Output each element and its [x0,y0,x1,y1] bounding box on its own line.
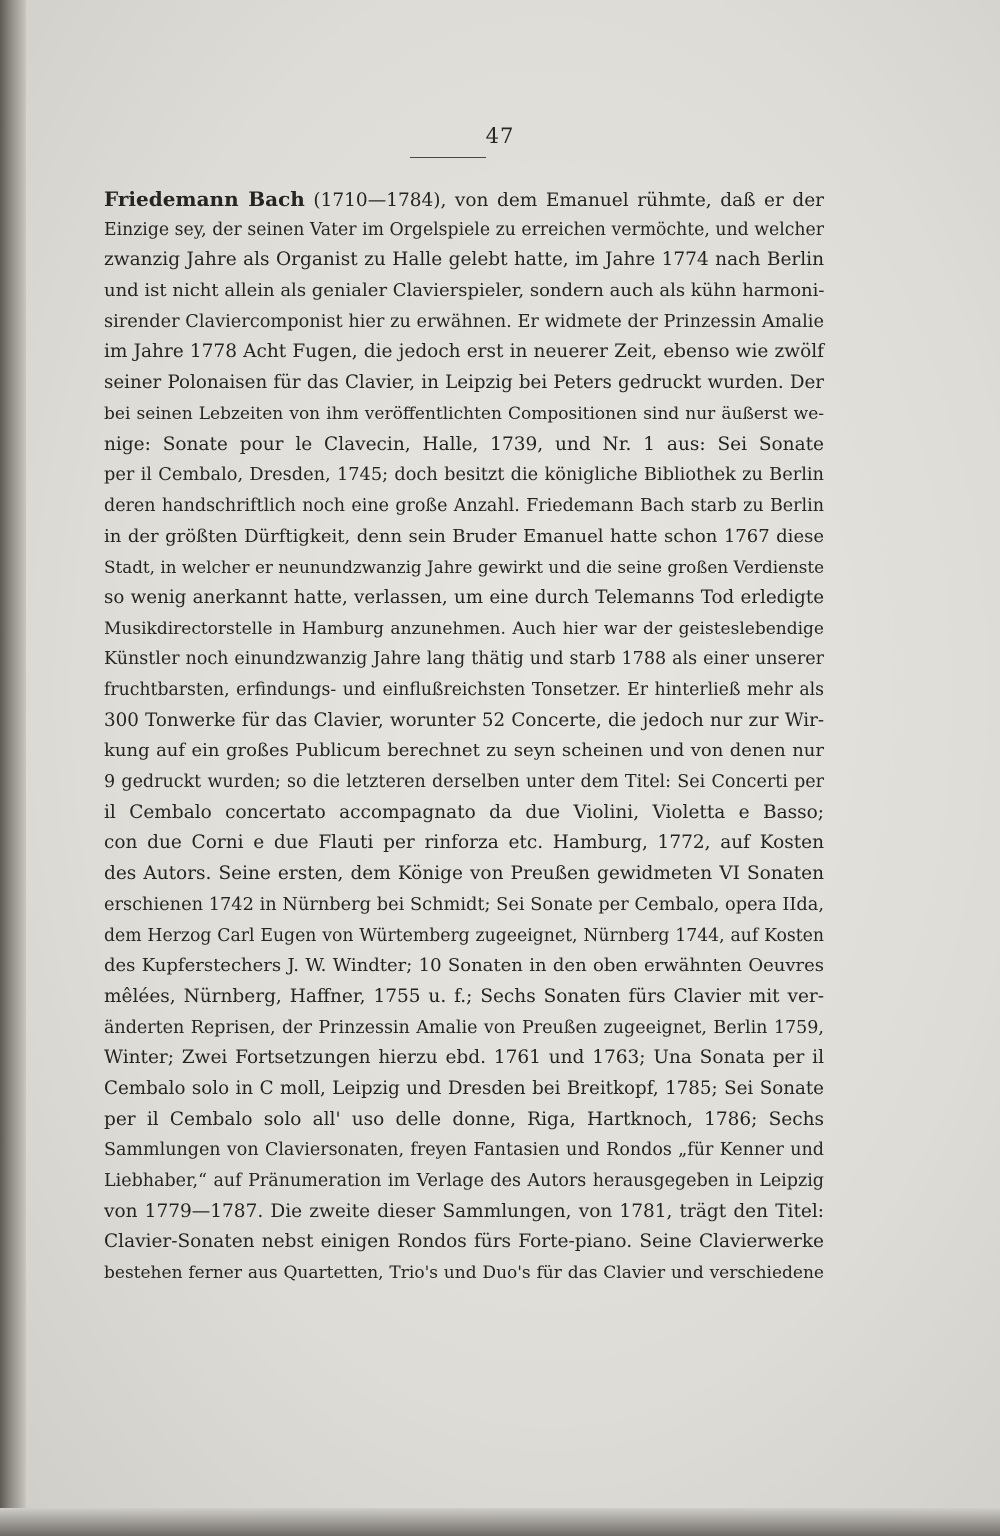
text-line: 9 gedruckt wurden; so die letzteren derselben unter dem Titel: Sei Concerti per [104,772,824,793]
text-line: kung auf ein großes Publicum berechnet zu seyn scheinen und von denen nur [104,740,824,762]
text-line: zwanzig Jahre als Organist zu Halle gelebt hatte, im Jahre 1774 nach Berlin [104,249,824,271]
text-line: Stadt, in welcher er neunundzwanzig Jahre gewirkt und die seine großen Verdienste [104,557,824,578]
text-line: deren handschriftlich noch eine große Anzahl. Friedemann Bach starb zu Berlin [104,495,824,516]
page-gutter-shadow [0,0,26,1536]
heading-name: Friedemann Bach [104,187,305,211]
text-line: und ist nicht allein als genialer Clavierspieler, sondern auch als kühn harmoni- [104,280,825,302]
text-line: con due Corni e due Flauti per rinforza etc. Hamburg, 1772, auf Kosten [104,832,824,854]
text-line: im Jahre 1778 Acht Fugen, die jedoch erst in neuerer Zeit, ebenso wie zwölf [104,341,824,363]
text-line: erschienen 1742 in Nürnberg bei Schmidt; Sei Sonate per Cembalo, opera IIda, [104,894,824,915]
text-line: Liebhaber,“ auf Pränumeration im Verlage des Autors herausgegeben in Leipzig [104,1171,824,1191]
text-line: fruchtbarsten, erfindungs- und einflußreichsten Tonsetzer. Er hinterließ mehr als [104,680,824,700]
text-line: Clavier-Sonaten nebst einigen Rondos fürs Forte-piano. Seine Clavierwerke [104,1231,824,1253]
text-line: Einzige sey, der seinen Vater im Orgelspiele zu erreichen vermöchte, und welcher [104,219,824,240]
text-line: Winter; Zwei Fortsetzungen hierzu ebd. 1761 und 1763; Una Sonata per il [104,1047,824,1069]
text-line: sirender Claviercomponist hier zu erwähnen. Er widmete der Prinzessin Amalie [104,311,824,332]
line-text: (1710—1784), von dem Emanuel rühmte, daß er der [304,190,824,211]
text-line: seiner Polonaisen für das Clavier, in Leipzig bei Peters gedruckt wurden. Der [104,372,824,394]
text-line: Sammlungen von Claviersonaten, freyen Fantasien und Rondos „für Kenner und [104,1140,824,1161]
text-line: il Cembalo concertato accompagnato da due Violini, Violetta e Basso; [104,801,824,823]
text-line: in der größten Dürftigkeit, denn sein Bruder Emanuel hatte schon 1767 diese [104,525,824,547]
text-line: so wenig anerkannt hatte, verlassen, um eine durch Telemanns Tod erledigte [104,586,824,608]
page-bottom-edge [0,1508,1000,1536]
text-line: nige: Sonate pour le Clavecin, Halle, 1739, und Nr. 1 aus: Sei Sonate [104,433,824,455]
text-line: bei seinen Lebzeiten von ihm veröffentlichten Compositionen sind nur äußerst we- [104,403,824,424]
text-line: des Kupferstechers J. W. Windter; 10 Sonaten in den oben erwähnten Oeuvres [104,955,824,977]
text-line: Cembalo solo in C moll, Leipzig und Dresden bei Breitkopf, 1785; Sei Sonate [104,1077,824,1099]
text-line: bestehen ferner aus Quartetten, Trio's und Duo's für das Clavier und verschiedene [104,1263,824,1284]
text-line: Künstler noch einundzwanzig Jahre lang thätig und starb 1788 als einer unserer [104,649,824,670]
text-line: per il Cembalo solo all' uso delle donne, Riga, Hartknoch, 1786; Sechs [104,1108,824,1130]
page-number-rule [410,157,486,158]
text-line [104,184,824,215]
text-line: mêlées, Nürnberg, Haffner, 1755 u. f.; Sechs Sonaten fürs Clavier mit ver- [104,985,824,1007]
text-line: 300 Tonwerke für das Clavier, worunter 52 Concerte, die jedoch nur zur Wir- [104,709,824,731]
text-line: Musikdirectorstelle in Hamburg anzunehmen. Auch hier war der geisteslebendige [104,618,824,639]
text-line: änderten Reprisen, der Prinzessin Amalie von Preußen zugeeignet, Berlin 1759, [104,1017,824,1038]
text-line: von 1779—1787. Die zweite dieser Sammlungen, von 1781, trägt den Titel: [104,1200,824,1222]
page-number: 47 [485,124,515,148]
body-text [104,184,824,1289]
text-line: des Autors. Seine ersten, dem Könige von Preußen gewidmeten VI Sonaten [104,863,824,885]
text-line: per il Cembalo, Dresden, 1745; doch besitzt die königliche Bibliothek zu Berlin [104,465,824,486]
text-line: dem Herzog Carl Eugen von Würtemberg zugeeignet, Nürnberg 1744, auf Kosten [104,925,824,946]
